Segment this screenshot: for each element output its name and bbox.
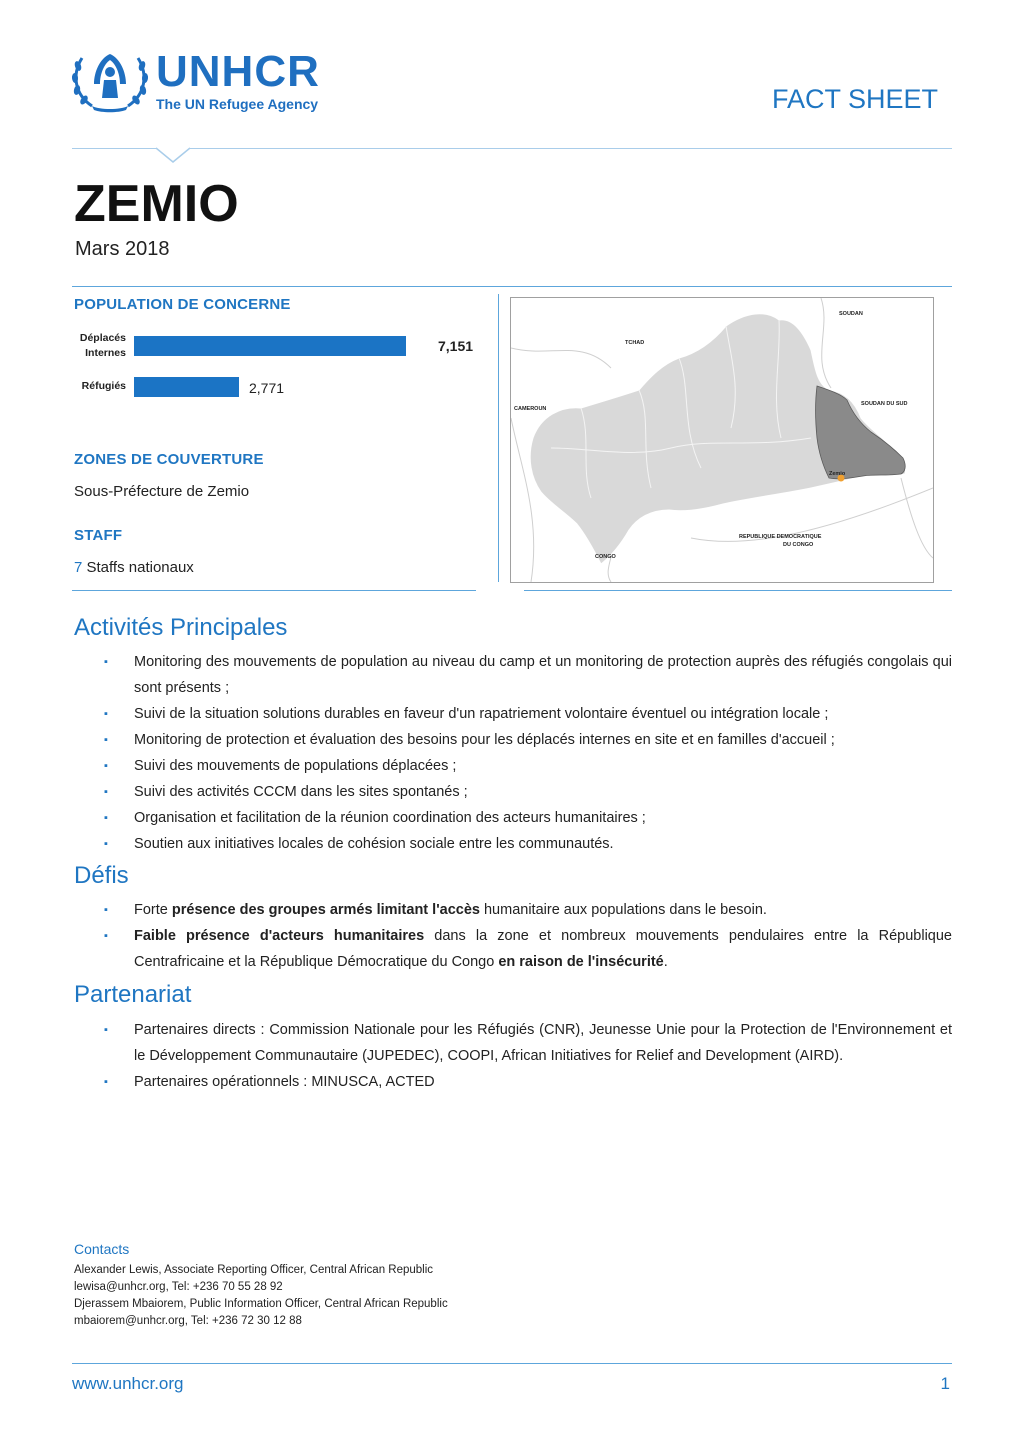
partenariat-heading: Partenariat: [74, 981, 192, 1008]
zones-heading: ZONES DE COUVERTURE: [74, 451, 264, 468]
map-label-soudan-sud: SOUDAN DU SUD: [861, 401, 908, 407]
map-border-line: [511, 418, 534, 582]
map-border-line: [511, 348, 611, 368]
staff-label: Staffs nationaux: [82, 559, 194, 576]
panel-vertical-divider: [498, 294, 499, 582]
map-label-cameroun: CAMEROUN: [514, 406, 547, 412]
contact-line: Djerassem Mbaiorem, Public Information Officer, Central African Republic: [74, 1298, 448, 1310]
bar-value-refugees: 2,771: [249, 380, 285, 396]
contact-email-phone[interactable]: lewisa@unhcr.org, Tel: +236 70 55 28 92: [74, 1281, 283, 1293]
staff-text: [74, 559, 194, 576]
header-divider-notch: [156, 146, 190, 164]
unhcr-emblem-icon: [70, 48, 150, 114]
bar-idp: [134, 336, 406, 356]
map-label-tchad: TCHAD: [625, 340, 645, 346]
activites-list: [104, 649, 952, 857]
bar-refugees: [134, 377, 239, 397]
contacts-block: [74, 1262, 448, 1330]
header-divider: [72, 148, 952, 149]
list-item: [104, 923, 952, 975]
unhcr-logo: [70, 48, 150, 114]
defis-1c: humanitaire aux populations dans le besoin.: [479, 902, 767, 918]
map-label-soudan: SOUDAN: [839, 311, 863, 317]
bar-label-idp-line1: Déplacés: [79, 332, 126, 344]
left-panel-bottom-rule: [72, 590, 476, 591]
list-item: ▪ Partenaires opérationnels : MINUSCA, ACTED: [104, 1069, 952, 1095]
defis-2c: en raison de l'insécurité: [498, 954, 664, 970]
map-label-congo: CONGO: [595, 554, 616, 560]
defis-list: [104, 897, 952, 975]
defis-heading: Défis: [74, 862, 129, 889]
staff-heading: STAFF: [74, 527, 123, 544]
list-item: ▪ Partenaires directs : Commission Nationale pour les Réfugiés (CNR), Jeunesse Unie pour la Protection de l'Environnement et le Développement Communautaire (JUPEDEC), COOPI, African Initiatives for Relief and Development (AIRD).: [104, 1017, 952, 1069]
list-item: ▪ Organisation et facilitation de la réunion coordination des acteurs humanitaires ;: [104, 805, 952, 831]
logo-subtitle: The UN Refugee Agency: [156, 96, 319, 112]
defis-2b: dans la zone et nombreux mouvements pendulaires entre la République Centrafricaine et la République Démocratique du Congo: [134, 928, 952, 970]
map-label-rdc-2: DU CONGO: [783, 542, 814, 548]
map-border-line: [821, 298, 831, 388]
bar-label-idp: [60, 331, 126, 361]
map-label-rdc-1: REPUBLIQUE DEMOCRATIQUE: [739, 534, 822, 540]
defis-2d: .: [663, 954, 668, 970]
logo-wordmark: UNHCR: [156, 47, 320, 96]
staff-count: 7: [74, 559, 83, 576]
list-item: ▪ Suivi des mouvements de populations déplacées ;: [104, 753, 952, 779]
population-heading: POPULATION DE CONCERNE: [74, 296, 291, 313]
list-item: ▪ Suivi des activités CCCM dans les sites spontanés ;: [104, 779, 952, 805]
page-title: ZEMIO: [74, 175, 239, 233]
location-map: [510, 297, 934, 583]
list-item: ▪ Suivi de la situation solutions durables en faveur d'un rapatriement volontaire éventuel ou intégration locale ;: [104, 701, 952, 727]
footer-divider: [72, 1363, 952, 1364]
defis-1a: Forte: [134, 902, 172, 918]
contact-email-phone[interactable]: mbaiorem@unhcr.org, Tel: +236 72 30 12 88: [74, 1315, 302, 1327]
haut-mbomou-region: [816, 386, 906, 479]
activites-heading: Activités Principales: [74, 614, 288, 641]
map-label-zemio: Zemio: [829, 471, 846, 477]
bar-label-refugees-line1: Réfugiés: [81, 380, 126, 392]
bar-label-idp-line2: Internes: [85, 347, 126, 359]
defis-1b: présence des groupes armés limitant l'accès: [171, 902, 480, 918]
report-date: Mars 2018: [75, 238, 170, 260]
page-number: 1: [940, 1374, 950, 1393]
list-item: ▪ Monitoring de protection et évaluation des besoins pour les déplacés internes en site et en familles d'accueil ;: [104, 727, 952, 753]
list-item: ▪ Soutien aux initiatives locales de cohésion sociale entre les communautés.: [104, 831, 952, 857]
partenariat-list: [104, 1017, 952, 1095]
title-divider: [72, 286, 952, 287]
car-map-svg: [511, 298, 933, 582]
doc-type-label: FACT SHEET: [771, 84, 938, 114]
bar-label-refugees: [60, 379, 126, 394]
list-item: ▪ Monitoring des mouvements de population au niveau du camp et un monitoring de protection auprès des réfugiés congolais qui sont présents ;: [104, 649, 952, 701]
right-panel-bottom-rule: [524, 590, 952, 591]
contact-line: Alexander Lewis, Associate Reporting Officer, Central African Republic: [74, 1264, 434, 1276]
zones-text: Sous-Préfecture de Zemio: [74, 483, 250, 500]
defis-2a: Faible présence d'acteurs humanitaires: [134, 928, 425, 944]
bar-value-idp: 7,151: [438, 338, 474, 354]
footer-website-link[interactable]: www.unhcr.org: [72, 1374, 184, 1393]
contacts-heading: Contacts: [74, 1241, 130, 1257]
list-item: [104, 897, 952, 923]
